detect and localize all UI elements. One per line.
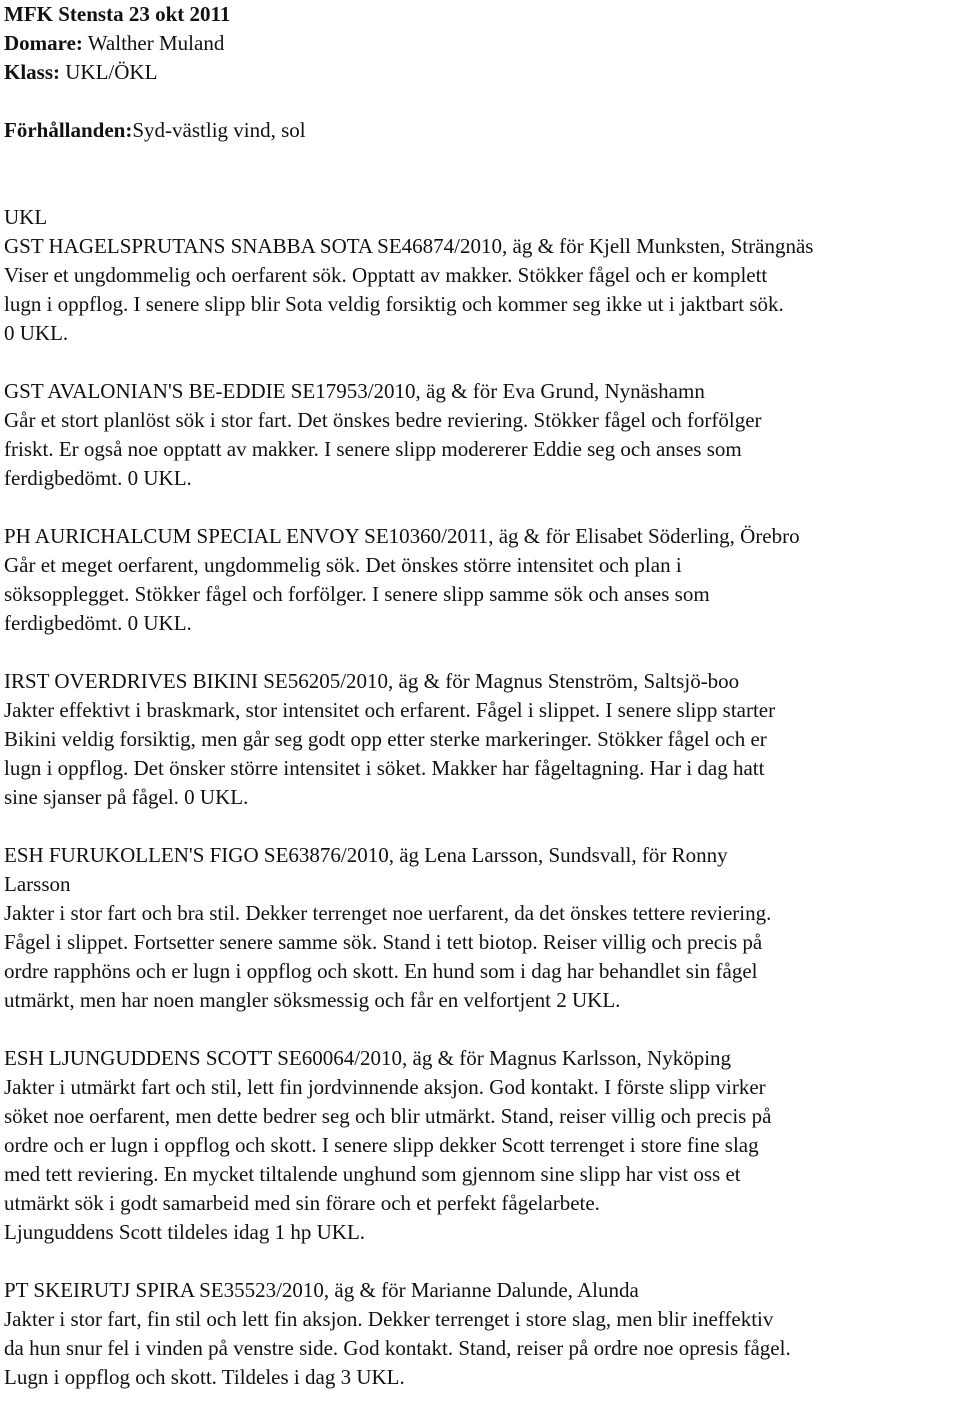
spacer <box>4 145 956 203</box>
dog-entry <box>4 841 956 1015</box>
entry-text-line: söksopplegget. Stökker fågel och forfölger. I senere slipp samme sök och anses som <box>4 582 710 606</box>
entry-text-line: 0 UKL. <box>4 321 69 345</box>
entry-text-line: lugn i oppflog. I senere slipp blir Sota veldig forsiktig och kommer seg ikke ut i jaktbart sök. <box>4 292 784 316</box>
entry-heading: PT SKEIRUTJ SPIRA SE35523/2010, äg & för Marianne Dalunde, Alunda <box>4 1278 639 1302</box>
dog-entry <box>4 667 956 812</box>
judge-label: Domare: <box>4 31 83 55</box>
entry-text-line: da hun snur fel i vinden på venstre side. God kontakt. Stand, reiser på ordre noe opresis fågel. <box>4 1336 791 1360</box>
class-value: UKL/ÖKL <box>60 60 158 84</box>
class-line <box>4 58 956 87</box>
section-heading: UKL <box>4 205 48 229</box>
entry-text-line: Larsson <box>4 872 71 896</box>
dog-entry <box>4 1044 956 1247</box>
conditions-value: Syd-västlig vind, sol <box>132 118 306 142</box>
entry-heading: ESH LJUNGUDDENS SCOTT SE60064/2010, äg & för Magnus Karlsson, Nyköping <box>4 1046 732 1070</box>
entry-text-line: Jakter i utmärkt fart och stil, lett fin jordvinnende aksjon. God kontakt. I förste slipp virker <box>4 1075 766 1099</box>
dog-entry <box>4 232 956 348</box>
entry-text-line: Viser et ungdommelig och oerfarent sök. Opptatt av makker. Stökker fågel och er komplett <box>4 263 768 287</box>
conditions-label: Förhållanden: <box>4 118 133 142</box>
entry-text-line: utmärkt, men har noen mangler söksmessig och får en velfortjent 2 UKL. <box>4 988 621 1012</box>
entries-list <box>4 232 956 1392</box>
entry-text-line: Lugn i oppflog och skott. Tildeles i dag 3 UKL. <box>4 1365 405 1389</box>
spacer <box>4 87 956 116</box>
entry-text-line: utmärkt sök i godt samarbeid med sin förare och et perfekt fågelarbete. <box>4 1191 600 1215</box>
entry-text-line: ordre och er lugn i oppflog och skott. I senere slipp dekker Scott terrenget i store fine slag <box>4 1133 759 1157</box>
entry-text-line: friskt. Er også noe opptatt av makker. I senere slipp modererer Eddie seg och anses som <box>4 437 742 461</box>
entry-heading: GST AVALONIAN'S BE-EDDIE SE17953/2010, äg & för Eva Grund, Nynäshamn <box>4 379 705 403</box>
entry-text-line: med tett reviering. En mycket tiltalende unghund som gjennom sine slipp har vist oss et <box>4 1162 741 1186</box>
entry-text-line: lugn i oppflog. Det önsker större intensitet i söket. Makker har fågeltagning. Har i dag hatt <box>4 756 765 780</box>
entry-text-line: ferdigbedömt. 0 UKL. <box>4 611 192 635</box>
entry-text-line: Fågel i slippet. Fortsetter senere samme sök. Stand i tett biotop. Reiser villig och precis på <box>4 930 763 954</box>
entry-text-line: ferdigbedömt. 0 UKL. <box>4 466 192 490</box>
judge-value: Walther Muland <box>82 31 225 55</box>
class-label: Klass: <box>4 60 61 84</box>
entry-text-line: ordre rapphöns och er lugn i oppflog och skott. En hund som i dag har behandlet sin fågel <box>4 959 758 983</box>
conditions-line <box>4 116 956 145</box>
entry-text-line: Jakter effektivt i braskmark, stor intensitet och erfarent. Fågel i slippet. I senere slipp starter <box>4 698 776 722</box>
entry-heading: PH AURICHALCUM SPECIAL ENVOY SE10360/2011, äg & för Elisabet Söderling, Örebro <box>4 524 800 548</box>
entry-text-line: söket noe oerfarent, men dette bedrer seg och blir utmärkt. Stand, reiser villig och precis på <box>4 1104 772 1128</box>
dog-entry <box>4 377 956 493</box>
entry-heading: ESH FURUKOLLEN'S FIGO SE63876/2010, äg Lena Larsson, Sundsvall, för Ronny <box>4 843 728 867</box>
entry-text-line: Går et meget oerfarent, ungdommelig sök. Det önskes större intensitet och plan i <box>4 553 682 577</box>
document-page <box>4 0 956 1421</box>
entry-text-line: Ljunguddens Scott tildeles idag 1 hp UKL. <box>4 1220 366 1244</box>
entry-heading: IRST OVERDRIVES BIKINI SE56205/2010, äg & för Magnus Stenström, Saltsjö-boo <box>4 669 740 693</box>
entry-text-line: Jakter i stor fart, fin stil och lett fin aksjon. Dekker terrenget i store slag, men blir ineffektiv <box>4 1307 774 1331</box>
entry-text-line: Jakter i stor fart och bra stil. Dekker terrenget noe uerfarent, da det önskes tettere reviering. <box>4 901 772 925</box>
entry-text-line: Går et stort planlöst sök i stor fart. Det önskes bedre reviering. Stökker fågel och forfölger <box>4 408 762 432</box>
entry-heading: GST HAGELSPRUTANS SNABBA SOTA SE46874/2010, äg & för Kjell Munksten, Strängnäs <box>4 234 814 258</box>
entry-text-line: sine sjanser på fågel. 0 UKL. <box>4 785 249 809</box>
dog-entry <box>4 522 956 638</box>
document-title: MFK Stensta 23 okt 2011 <box>4 2 231 26</box>
judge-line <box>4 29 956 58</box>
entry-text-line: Bikini veldig forsiktig, men går seg godt opp etter sterke markeringer. Stökker fågel och er <box>4 727 767 751</box>
dog-entry <box>4 1276 956 1392</box>
